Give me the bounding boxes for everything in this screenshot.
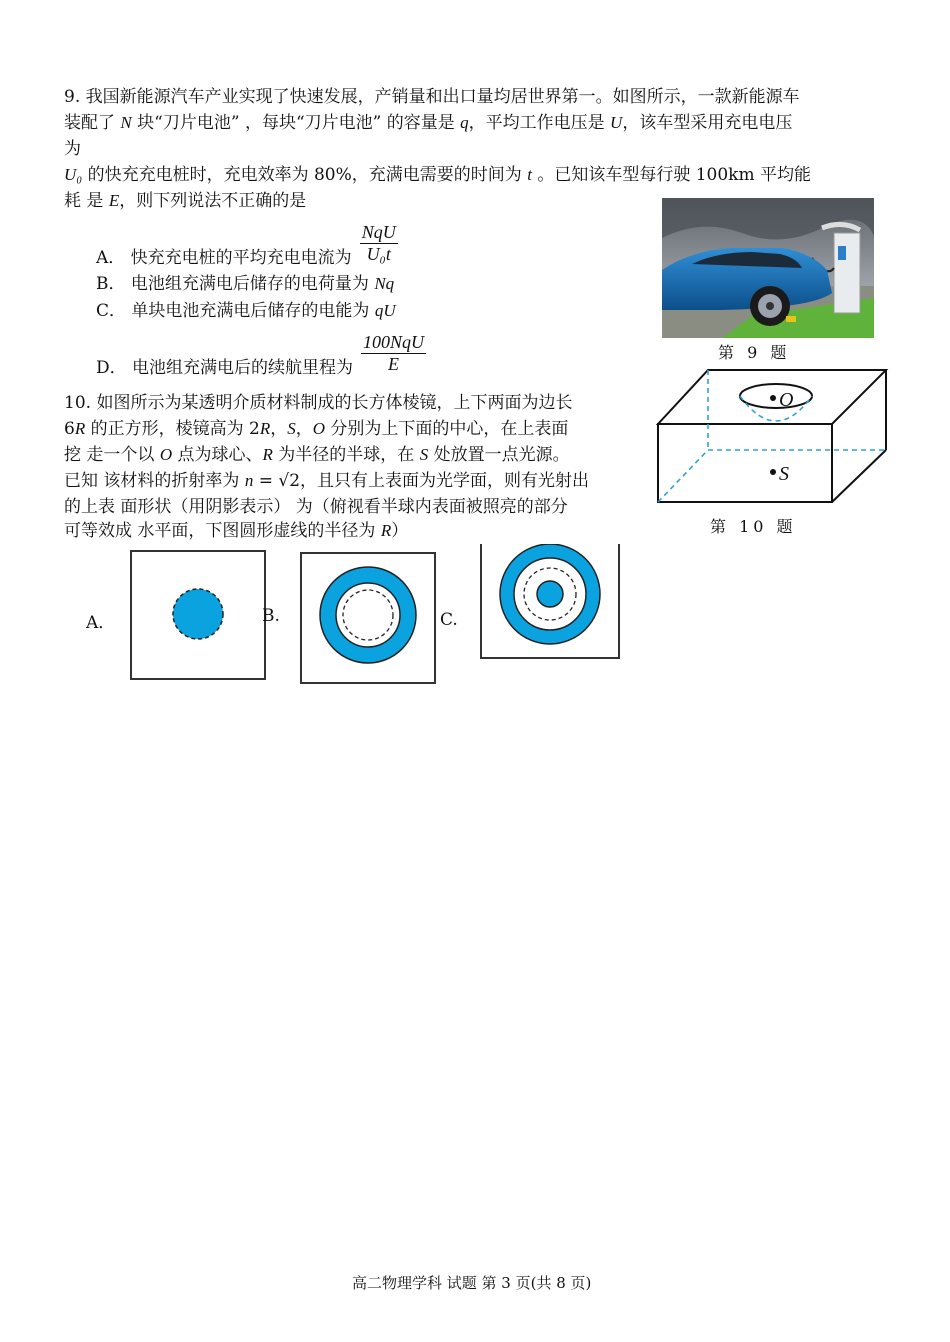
q10-var-S: S xyxy=(287,419,296,438)
fraction-denominator: E xyxy=(388,353,400,374)
fraction-numerator: NqU xyxy=(361,221,396,242)
option-b-value: Nq xyxy=(374,274,395,293)
q10-text: 可等效成 水平面，下图圆形虚线的半径为 xyxy=(64,521,381,541)
option-b-text: B． 电池组充满电后储存的电荷量为 xyxy=(96,274,375,294)
q9-var-t: t xyxy=(527,165,532,184)
q9-var-E: E xyxy=(108,191,120,210)
q9-text: 。已知该车型每行驶 100km 平均能 xyxy=(531,165,812,185)
q9-caption: 第 9 题 xyxy=(718,343,791,362)
label-s: S xyxy=(779,463,789,485)
option-b-diagram xyxy=(300,552,436,684)
q10-var-n: n xyxy=(244,471,254,490)
label-o: O xyxy=(779,389,794,411)
q10-var-R: R xyxy=(380,521,392,540)
q10-line4 xyxy=(64,468,589,494)
q10-text: 分别为上下面的中心，在上表面 xyxy=(325,419,569,439)
q9-car-photo xyxy=(662,198,874,338)
q9-text: ，该车型采用充电电压 xyxy=(622,113,793,133)
point-o xyxy=(770,395,776,401)
q10-option-a-label[interactable]: A． xyxy=(86,613,116,633)
q9-text: 的快充充电桩时，充电效率为 80%，充满电需要的时间为 xyxy=(82,165,528,185)
q10-refractive-index: = √2 xyxy=(253,471,301,491)
q10-text: ， xyxy=(270,419,288,439)
q9-line2 xyxy=(64,110,792,136)
point-s xyxy=(770,469,776,475)
q10-option-b-label[interactable]: B. xyxy=(262,606,280,626)
option-a-diagram xyxy=(130,550,266,680)
q10-text: ） xyxy=(391,521,409,541)
q10-text: 为半径的半球，在 xyxy=(272,445,420,465)
option-c-value: qU xyxy=(374,301,396,320)
q10-option-c-label[interactable]: C. xyxy=(440,610,458,630)
q10-option-c-figure[interactable] xyxy=(480,544,620,660)
q10-text: 点为球心、 xyxy=(172,445,263,465)
q10-var-O: O xyxy=(159,445,173,464)
q9-var-U: U xyxy=(610,113,623,132)
q10-option-a-figure[interactable] xyxy=(130,550,266,680)
q9-option-c[interactable] xyxy=(96,298,396,324)
q10-option-b-figure[interactable] xyxy=(300,552,436,684)
q10-line3 xyxy=(64,442,570,468)
q9-line5 xyxy=(64,188,306,214)
q9-text: 装配了 xyxy=(64,113,121,133)
q10-line1: 10. 如图所示为某透明介质材料制成的长方体棱镜，上下两面为边长 xyxy=(64,393,573,413)
option-d-text: D． 电池组充满电后的续航里程为 xyxy=(96,357,354,378)
q9-line4 xyxy=(64,162,811,188)
option-c-text: C． 单块电池充满电后储存的电能为 xyxy=(96,301,375,321)
q10-caption: 第 10 题 xyxy=(710,517,797,536)
q10-text: 的正方形，棱镜高为 2 xyxy=(85,419,260,439)
q10-line2 xyxy=(64,416,568,442)
q9-text: ，则下列说法不正确的是 xyxy=(119,191,307,211)
q9-text: 耗 是 xyxy=(64,191,109,211)
q9-text: ，平均工作电压是 xyxy=(468,113,611,133)
q10-var-S: S xyxy=(419,445,429,464)
q9-var-q: q xyxy=(460,113,469,132)
q10-text: 处放置一点光源。 xyxy=(428,445,570,465)
q10-line6 xyxy=(64,518,408,544)
q10-text: ，且只有上表面为光学面，则有光射出 xyxy=(300,471,590,491)
q10-line5: 的上表 面形状（用阴影表示） 为（俯视看半球内表面被照亮的部分 xyxy=(64,497,568,517)
option-d-fraction xyxy=(361,332,426,375)
q10-text: ， xyxy=(295,419,313,439)
q9-var-U0: U₀ xyxy=(64,165,83,184)
q10-var-R: R xyxy=(259,419,271,438)
q10-var-O: O xyxy=(312,419,326,438)
q9-var-N: N xyxy=(120,113,132,132)
q9-line1: 9. 我国新能源汽车产业实现了快速发展，产销量和出口量均居世界第一。如图所示，一款新能源车 xyxy=(64,87,800,107)
q9-option-d[interactable] xyxy=(96,326,426,380)
option-a-fraction xyxy=(360,222,398,265)
option-c-diagram xyxy=(480,544,620,660)
fraction-denominator: U₀t xyxy=(366,243,391,264)
q10-text: 已知 该材料的折射率为 xyxy=(64,471,245,491)
q9-line3: 为 xyxy=(64,139,81,159)
q10-prism-diagram xyxy=(656,366,890,506)
page-footer: 高二物理学科 试题 第 3 页(共 8 页) xyxy=(352,1274,592,1292)
q10-var-R: R xyxy=(74,419,86,438)
q9-option-a[interactable] xyxy=(96,218,398,274)
q10-text: 6 xyxy=(64,419,75,439)
q10-var-R: R xyxy=(262,445,273,464)
q9-option-b[interactable] xyxy=(96,271,394,297)
prism-figure xyxy=(656,366,890,506)
q10-text: 挖 走一个以 xyxy=(64,445,160,465)
option-a-text: A． 快充充电桩的平均充电电流为 xyxy=(96,247,352,268)
fraction-numerator: 100NqU xyxy=(363,331,425,352)
car-charging-illustration xyxy=(662,198,874,338)
q9-text: 块“刀片电池” ，每块“刀片电池” 的容量是 xyxy=(131,113,461,133)
